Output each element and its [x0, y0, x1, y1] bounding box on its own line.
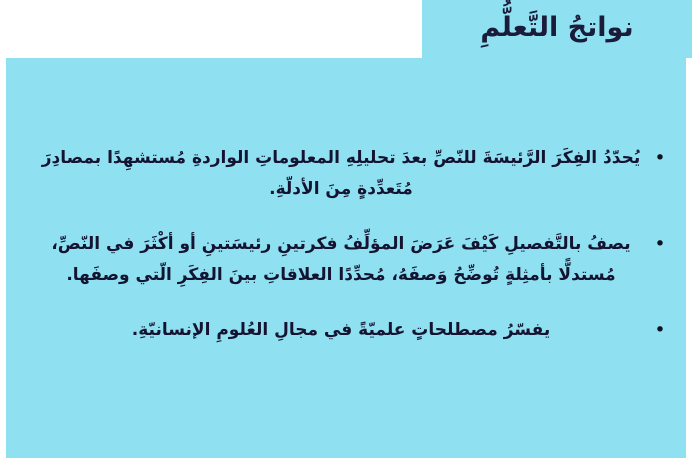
outcome-text-3: يفسّرُ مصطلحاتٍ علميّةً في مجالِ العُلومِ الإنسانيّةِ. [131, 320, 551, 340]
learning-outcomes-list [24, 143, 668, 370]
title-block [422, 0, 692, 58]
list-item [24, 229, 668, 291]
page-title: نواتجُ التَّعلُّمِ [480, 11, 634, 43]
list-item [24, 143, 668, 205]
outcome-text-1: يُحدّدُ الفِكَرَ الرَّئيسَةَ للنّصِّ بعدَ تحليلِهِ المعلوماتِ الواردةِ مُستشهِدًا بمصادِرَ مُتَعدِّدةٍ مِنَ الأدلّةِ. [41, 148, 641, 199]
page-right-margin [686, 58, 692, 469]
bullet-point-icon: • [654, 319, 666, 341]
bullet-point-icon: • [654, 147, 666, 169]
list-item [24, 315, 668, 346]
learning-outcomes-panel [6, 58, 686, 458]
outcome-text-2: يصفُ بالتَّفصيلِ كَيْفَ عَرَضَ المؤلِّفُ فكرتينِ رئيسَتينِ أو أكْثَرَ في النّصِّ، مُستدلًّا بأمثِلةٍ تُوضِّحُ وَصفَهُ، مُحدِّدًا العلاقاتِ بينَ الفِكَرِ الّتي وصفَها. [51, 234, 631, 285]
bullet-point-icon: • [654, 233, 666, 255]
page-bottom-margin [0, 458, 692, 469]
